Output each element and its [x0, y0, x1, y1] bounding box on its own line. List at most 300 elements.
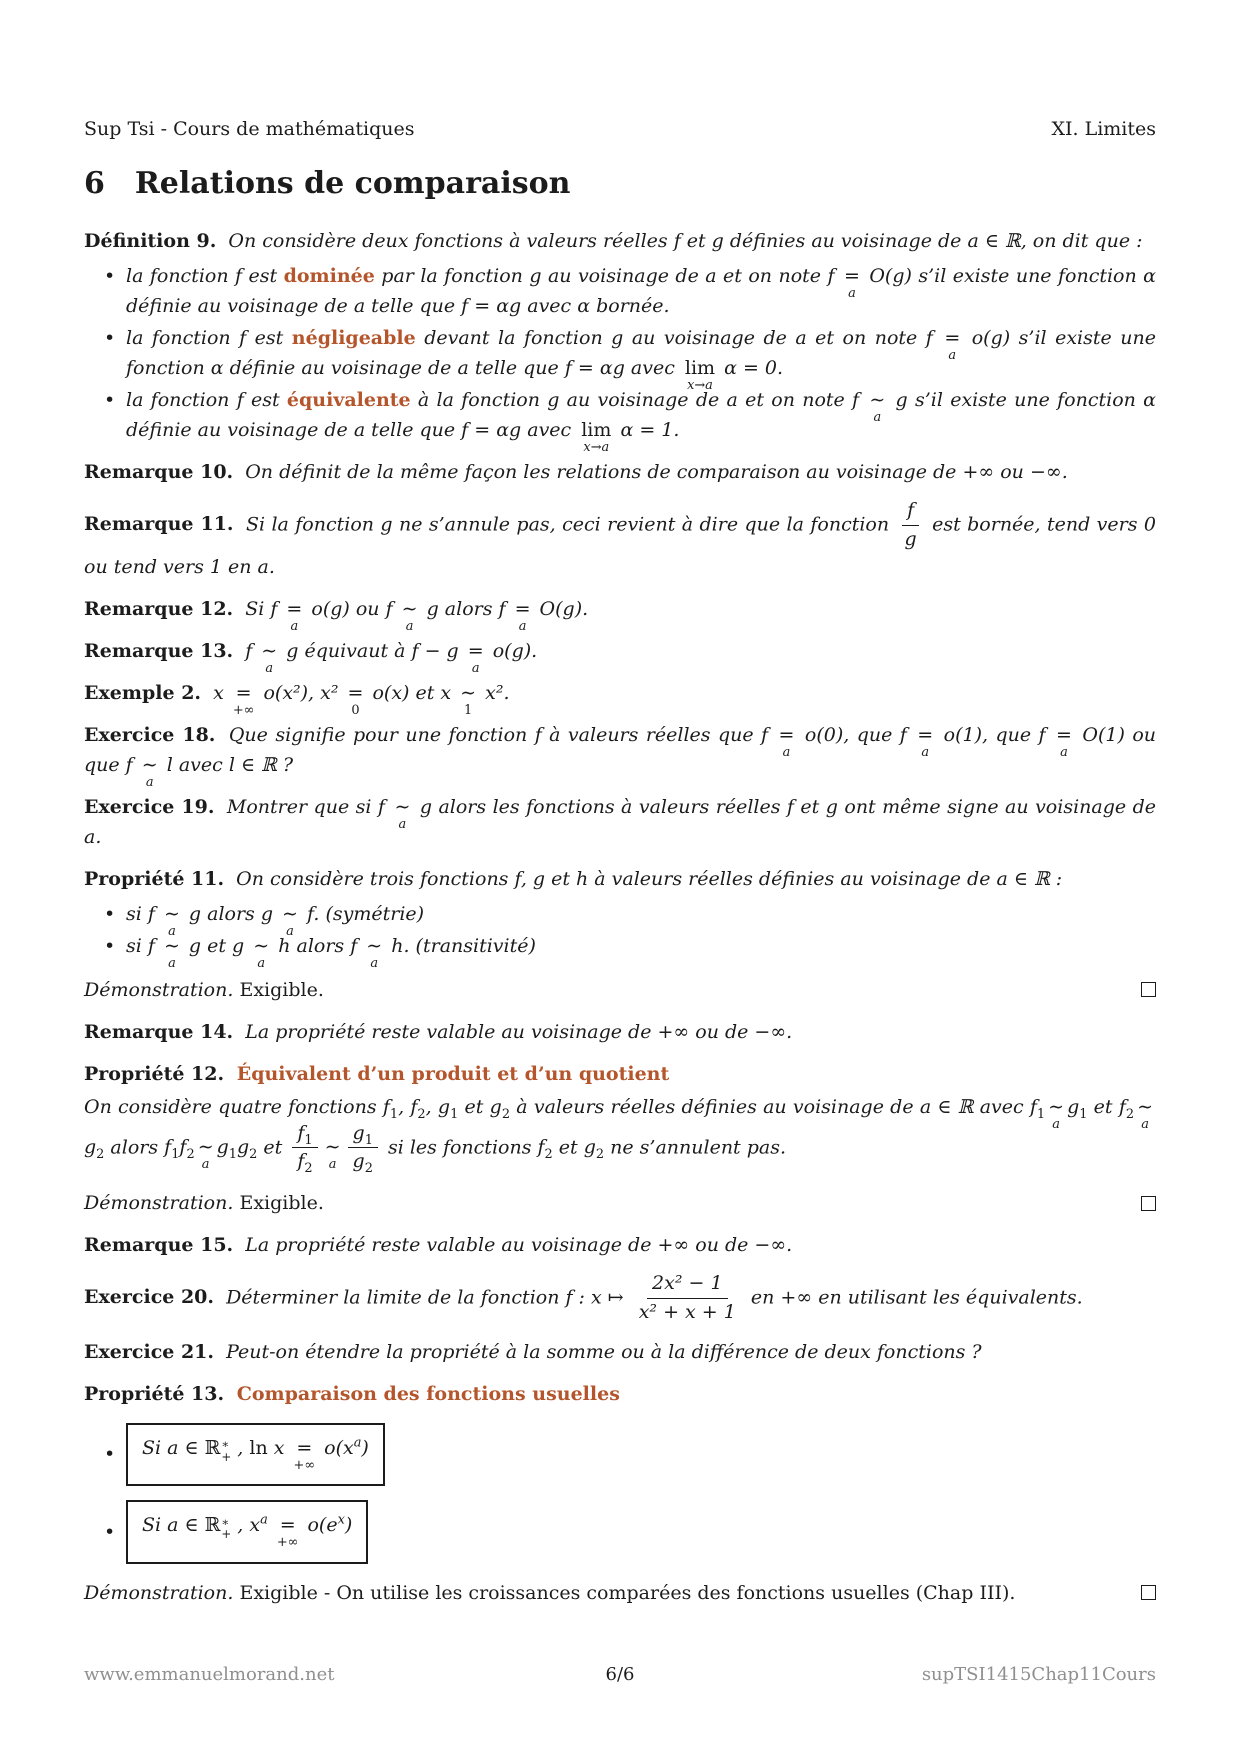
text-run: x — [267, 1436, 291, 1459]
footer-website: www.emmanuelmorand.net — [84, 1664, 335, 1685]
relation-subscript: a — [848, 286, 856, 301]
text-run: Si f — [239, 597, 284, 620]
text-run: Déterminer la limite de la fonction f : x ↦ — [220, 1286, 630, 1309]
text-run: , — [425, 1095, 438, 1118]
index: 2 — [417, 1106, 426, 1122]
relation-subscript: +∞ — [232, 702, 255, 718]
indexed-symbol: $f_2$ — [297, 1150, 313, 1177]
exponent: a — [260, 1512, 268, 1528]
text-run: et — [257, 1135, 289, 1158]
relation-symbol: ∼ — [253, 934, 270, 957]
bullet-icon: • — [104, 265, 116, 287]
relation-symbol: ∼ — [163, 902, 180, 925]
text-run: ne s’annulent pas. — [604, 1135, 787, 1158]
power-expression: $e^x$ — [326, 1512, 345, 1537]
section-title — [84, 166, 1156, 202]
text-run: Démonstration. — [84, 1581, 234, 1604]
fraction-denominator — [292, 1148, 317, 1177]
relation-symbol: ∼ — [282, 902, 298, 925]
relation-symbol: = — [944, 327, 961, 349]
text-run: Si a ∈ — [142, 1436, 205, 1459]
property-12-body — [84, 1092, 1156, 1175]
relation-subscript: a — [782, 744, 791, 760]
text-run: si les fonctions — [381, 1135, 538, 1158]
text-run: h alors f — [272, 934, 364, 957]
fraction — [634, 1272, 741, 1325]
index: 1 — [364, 1132, 373, 1148]
indexed-symbol: $g_2$ — [237, 1135, 258, 1162]
text-run: o( — [301, 1514, 327, 1537]
index: 2 — [364, 1161, 373, 1177]
bullet-text — [126, 385, 1156, 455]
text-run: Exigible. — [233, 978, 324, 1001]
text-run: x — [207, 681, 230, 704]
text-run: g alors g — [182, 902, 280, 925]
text-run: On considère trois fonctions f, g et h à valeurs réelles définies au voisinage de a ∈ ℝ : — [230, 867, 1063, 890]
indexed-symbol: $g_2$ — [489, 1095, 511, 1122]
header-course: Sup Tsi - Cours de mathématiques — [84, 118, 415, 140]
fraction — [348, 1122, 378, 1175]
relation-symbol: = — [279, 1514, 296, 1537]
text-run: x² + x + 1 — [638, 1300, 736, 1323]
text-run: , — [231, 1436, 250, 1459]
relation-symbol: ∼ — [401, 597, 418, 620]
list-item — [84, 261, 1156, 321]
relation-with-subscript — [293, 1436, 316, 1473]
text-run: par la fonction g au voisinage de a et on note f — [374, 265, 841, 287]
text-run: , — [398, 1095, 411, 1118]
relation-subscript: a — [286, 923, 294, 939]
relation-with-subscript — [460, 681, 477, 718]
relation-symbol: = — [286, 597, 303, 620]
relation-symbol: = — [514, 597, 531, 620]
exponent: x — [337, 1512, 345, 1528]
text-run: ) — [361, 1436, 369, 1459]
remark-13 — [84, 636, 1156, 676]
set-symbol — [204, 1436, 232, 1464]
index: 2 — [1125, 1106, 1135, 1122]
relation-symbol: = — [467, 639, 484, 662]
set-symbol — [204, 1514, 232, 1542]
text-run: si f — [126, 934, 161, 957]
relation-symbol: = — [843, 265, 860, 287]
section-number: 6 — [84, 166, 105, 201]
text-run: la fonction f est — [126, 327, 292, 349]
text-run: g équivaut à f − g — [280, 639, 465, 662]
text-run: g alors f — [420, 597, 512, 620]
indexed-symbol: $f_2$ — [410, 1095, 426, 1122]
relation-with-subscript — [347, 681, 364, 718]
section-heading: Relations de comparaison — [134, 166, 571, 201]
fraction-numerator — [292, 1122, 317, 1149]
relation-with-subscript — [282, 902, 298, 939]
text-run: l avec l ∈ ℝ ? — [160, 753, 294, 776]
property-11-list — [84, 899, 1156, 971]
limit-word: lim — [581, 419, 612, 441]
text-run: g — [904, 527, 917, 550]
relation-symbol: ∼ — [1137, 1095, 1153, 1118]
relation-with-subscript — [232, 681, 255, 718]
relation-subscript: a — [290, 618, 299, 634]
property-13 — [84, 1379, 1156, 1409]
indexed-symbol: $g_2$ — [352, 1150, 373, 1177]
text-run: g s’il existe une fonction α définie au voisinage de a telle que f = αg avec — [126, 389, 1156, 441]
relation-subscript: a — [518, 618, 527, 634]
relation-subscript: a — [873, 410, 882, 425]
text-run: 2x² − 1 — [652, 1272, 723, 1294]
remark-12 — [84, 594, 1156, 634]
relation-with-subscript — [778, 723, 795, 760]
text-run: On considère quatre fonctions — [84, 1095, 383, 1118]
block-label: Remarque 14. — [84, 1020, 234, 1043]
relation-subscript: +∞ — [293, 1457, 316, 1473]
indexed-symbol: $g_1$ — [352, 1121, 373, 1148]
text-run: ) — [344, 1514, 353, 1537]
indexed-symbol: $f_1$ — [382, 1095, 399, 1122]
text-run: o(g) ou f — [305, 597, 399, 620]
index: 1 — [304, 1132, 313, 1148]
text-run: Si a ∈ — [142, 1514, 205, 1537]
text-run: ln — [249, 1436, 268, 1459]
block-label: Propriété 11. — [84, 867, 225, 890]
block-label: Exercice 18. — [84, 723, 216, 746]
list-item — [84, 385, 1156, 455]
relation-subscript: a — [257, 955, 266, 971]
block-label: Propriété 12. — [84, 1062, 225, 1085]
fraction-denominator — [348, 1148, 378, 1177]
set-letter: ℝ — [204, 1436, 221, 1459]
bullet-icon: • — [104, 1521, 116, 1544]
relation-with-subscript — [467, 639, 484, 676]
text-run: o(g) s’il existe une fonction α définie au voisinage de a telle que f = αg avec — [126, 327, 1156, 379]
footer-page-number: 6/6 — [605, 1664, 635, 1685]
indexed-symbol: $g_1$ — [437, 1095, 459, 1122]
relation-symbol: ∼ — [869, 389, 886, 411]
limit-subscript: x→a — [687, 378, 713, 393]
relation-with-subscript — [286, 597, 303, 634]
relation-symbol: ∼ — [163, 934, 180, 957]
set-subscript: + — [221, 1449, 232, 1464]
block-label: Exercice 19. — [84, 795, 215, 818]
text-run: f — [907, 499, 915, 521]
relation-symbol: = — [778, 723, 795, 746]
text-run: et — [458, 1095, 490, 1118]
set-superscript: ∗ — [221, 1514, 230, 1529]
bullet-text — [126, 899, 1156, 939]
text-run: Démonstration. — [84, 978, 234, 1001]
relation-with-subscript — [141, 753, 158, 790]
indexed-symbol: $f_2$ — [179, 1135, 195, 1162]
text-run: Exigible - On utilise les croissances comparées des fonctions usuelles (Chap III). — [233, 1581, 1016, 1604]
text-run: La propriété reste valable au voisinage de +∞ ou de −∞. — [239, 1234, 793, 1256]
bullet-icon: • — [104, 934, 116, 957]
index: 1 — [1079, 1106, 1088, 1122]
index: 2 — [249, 1146, 258, 1162]
list-item — [84, 323, 1156, 393]
relation-subscript: a — [370, 955, 379, 971]
indexed-symbol: $f_1$ — [297, 1121, 313, 1148]
list-item — [84, 931, 1156, 971]
block-label: Exemple 2. — [84, 681, 202, 704]
exercise-21 — [84, 1337, 1156, 1367]
fraction-numerator — [348, 1122, 378, 1149]
block-label: Exercice 21. — [84, 1340, 215, 1363]
relation-with-subscript — [324, 1135, 341, 1172]
exponent: a — [353, 1435, 362, 1451]
relation-subscript: +∞ — [276, 1535, 299, 1551]
text-run: o(g). — [486, 639, 538, 662]
limit-subscript: x→a — [583, 440, 610, 455]
exercise-18 — [84, 720, 1156, 790]
list-item — [84, 899, 1156, 939]
relation-subscript: a — [398, 816, 407, 832]
relation-with-subscript — [869, 389, 886, 425]
relation-subscript: a — [471, 660, 480, 676]
set-superscript: ∗ — [221, 1437, 230, 1452]
relation-symbol: = — [235, 681, 252, 704]
text-run: , — [231, 1514, 250, 1537]
block-label: Remarque 13. — [84, 639, 234, 662]
relation-symbol: = — [1056, 723, 1072, 746]
fraction — [900, 499, 922, 552]
relation-subscript: a — [145, 774, 154, 790]
power-expression: $x^a$ — [343, 1435, 362, 1459]
relation-subscript: a — [168, 923, 176, 939]
relation-symbol: = — [347, 681, 364, 704]
relation-with-subscript — [163, 934, 180, 971]
bullet-icon: • — [104, 389, 116, 411]
qed-square — [1141, 982, 1156, 997]
power-expression: $x^a$ — [249, 1512, 268, 1537]
exercise-19 — [84, 792, 1156, 852]
text-run: Démonstration. — [84, 1192, 234, 1214]
header-chapter: XI. Limites — [1051, 118, 1156, 140]
qed-square — [1141, 1585, 1156, 1600]
relation-symbol: ∼ — [394, 795, 411, 818]
indexed-symbol: $f_2$ — [537, 1135, 553, 1162]
relation-subscript: a — [921, 744, 930, 760]
set-decorations — [221, 1438, 231, 1463]
relation-subscript: a — [328, 1156, 337, 1172]
relation-with-subscript — [1137, 1095, 1153, 1132]
relation-subscript: a — [948, 348, 957, 363]
text-run: La propriété reste valable au voisinage de +∞ ou de −∞. — [239, 1020, 793, 1043]
fraction — [292, 1122, 317, 1175]
relation-subscript: a — [405, 618, 414, 634]
bullet-text — [126, 1423, 385, 1487]
relation-with-subscript — [401, 597, 418, 634]
text-run: à la fonction g au voisinage de a et on note f — [410, 389, 867, 411]
list-item — [84, 1500, 1156, 1564]
relation-symbol: = — [296, 1436, 313, 1459]
proof-property-11 — [84, 975, 1156, 1005]
bullet-icon: • — [104, 902, 116, 925]
relation-with-subscript — [253, 934, 270, 971]
block-label: Exercice 20. — [84, 1286, 215, 1309]
document-content — [84, 226, 1156, 1608]
limit-operator — [684, 357, 716, 393]
block-label: Remarque 10. — [84, 461, 234, 483]
index: 1 — [228, 1146, 237, 1162]
bullet-text — [126, 261, 1156, 321]
relation-with-subscript — [917, 723, 934, 760]
relation-symbol: ∼ — [366, 934, 383, 957]
relation-with-subscript — [366, 934, 383, 971]
proof-text — [84, 1578, 1127, 1608]
highlighted-text: Équivalent d’un produit et d’un quotient — [230, 1062, 670, 1085]
highlighted-text: dominée — [283, 265, 375, 287]
relation-symbol: ∼ — [324, 1135, 341, 1158]
text-run: α = 0. — [718, 357, 784, 379]
indexed-symbol: $g_1$ — [1067, 1095, 1088, 1122]
remark-15 — [84, 1230, 1156, 1260]
relation-with-subscript — [394, 795, 411, 832]
text-run: devant la fonction g au voisinage de a et on note f — [415, 327, 942, 349]
exercise-20 — [84, 1272, 1156, 1325]
definition-9 — [84, 226, 1156, 256]
bullet-text — [126, 931, 1156, 971]
text-run: h. (transitivité) — [385, 934, 536, 957]
text-run: Montrer que si f — [220, 795, 392, 818]
text-run: O(g). — [533, 597, 589, 620]
block-label: Remarque 12. — [84, 597, 234, 620]
remark-10 — [84, 457, 1156, 487]
relation-symbol: ∼ — [141, 753, 158, 776]
indexed-symbol: $f_2$ — [1118, 1095, 1135, 1122]
relation-subscript: a — [1052, 1116, 1060, 1132]
indexed-symbol: $f_1$ — [1029, 1095, 1046, 1122]
fraction-numerator — [647, 1272, 728, 1299]
text-run: On définit de la même façon les relations de comparaison au voisinage de +∞ ou −∞. — [239, 461, 1068, 483]
highlighted-text: Comparaison des fonctions usuelles — [230, 1382, 620, 1405]
text-run: la fonction f est — [126, 389, 287, 411]
text-run: est bornée, tend vers 0 ou tend vers 1 en a. — [84, 513, 1156, 578]
index: 1 — [171, 1146, 180, 1162]
text-run: o(1), que f — [936, 723, 1054, 746]
highlighted-text: négligeable — [291, 327, 416, 349]
relation-subscript: a — [1141, 1116, 1149, 1132]
bullet-icon: • — [104, 1443, 116, 1466]
text-run: f — [239, 639, 259, 662]
text-run: o(x) et x — [366, 681, 458, 704]
relation-symbol: = — [917, 723, 934, 746]
index: 1 — [1036, 1106, 1046, 1122]
index: 1 — [389, 1106, 399, 1122]
proof-property-13 — [84, 1578, 1156, 1608]
index: 2 — [544, 1146, 553, 1162]
proof-text — [84, 975, 1127, 1005]
block-label: Remarque 15. — [84, 1234, 234, 1256]
text-run: si f — [126, 902, 161, 925]
text-run: o(x²), x² — [257, 681, 345, 704]
text-run: On considère deux fonctions à valeurs réelles f et g définies au voisinage de a ∈ ℝ, on dit que : — [222, 230, 1143, 252]
indexed-symbol: $f_1$ — [164, 1135, 180, 1162]
page-header — [84, 118, 1156, 140]
index: 2 — [501, 1106, 511, 1122]
bullet-text — [126, 323, 1156, 393]
set-letter: ℝ — [204, 1514, 221, 1537]
relation-with-subscript — [1056, 723, 1072, 760]
relation-with-subscript — [944, 327, 961, 363]
relation-subscript: 0 — [351, 702, 360, 718]
proof-text — [84, 1188, 1127, 1218]
definition-9-list — [84, 261, 1156, 455]
index: 2 — [186, 1146, 195, 1162]
text-run — [268, 1514, 274, 1536]
qed-square — [1141, 1196, 1156, 1211]
index: 2 — [304, 1161, 313, 1177]
text-run: o( — [318, 1436, 343, 1459]
text-run: α = 1. — [614, 419, 680, 441]
relation-subscript: a — [265, 660, 274, 676]
text-run: f. (symétrie) — [300, 902, 425, 925]
remark-14 — [84, 1017, 1156, 1047]
relation-symbol: ∼ — [261, 639, 278, 662]
relation-symbol: ∼ — [197, 1135, 214, 1158]
footer-document-id: supTSI1415Chap11Cours — [921, 1664, 1156, 1685]
relation-with-subscript — [197, 1135, 214, 1172]
text-run: g alors les fonctions à valeurs réelles f et g ont même signe au voisinage de a. — [84, 795, 1156, 848]
remark-11 — [84, 499, 1156, 582]
text-run: O(1) ou que f — [84, 723, 1156, 776]
page-footer — [84, 1664, 1156, 1686]
fraction-numerator — [902, 499, 919, 526]
relation-with-subscript — [261, 639, 278, 676]
relation-with-subscript — [1048, 1095, 1065, 1132]
relation-symbol: ∼ — [460, 681, 477, 704]
text-run: et — [1087, 1095, 1119, 1118]
block-label: Remarque 11. — [84, 513, 234, 536]
text-run: la fonction f est — [126, 265, 284, 287]
example-2 — [84, 678, 1156, 718]
text-run: et — [552, 1135, 584, 1158]
set-decorations — [221, 1516, 231, 1541]
bullet-icon: • — [104, 327, 116, 349]
fraction-denominator — [900, 526, 922, 552]
relation-with-subscript — [163, 902, 180, 939]
relation-subscript: 1 — [464, 702, 473, 718]
fraction-denominator — [634, 1299, 741, 1325]
bullet-text — [126, 1500, 368, 1564]
property-13-list — [84, 1423, 1156, 1564]
relation-subscript: a — [201, 1156, 210, 1172]
text-run: x². — [479, 681, 510, 704]
block-label: Propriété 13. — [84, 1382, 225, 1405]
limit-word: lim — [684, 357, 716, 379]
property-11 — [84, 864, 1156, 894]
proof-property-12 — [84, 1188, 1156, 1218]
text-run: o(0), que f — [797, 723, 915, 746]
index: 1 — [450, 1106, 459, 1122]
list-item — [84, 1423, 1156, 1487]
relation-symbol: ∼ — [1048, 1095, 1065, 1118]
index: 2 — [595, 1146, 605, 1162]
block-label: Définition 9. — [84, 230, 217, 252]
indexed-symbol: $g_1$ — [216, 1135, 237, 1162]
text-run: Peut-on étendre la propriété à la somme ou à la différence de deux fonctions ? — [220, 1340, 982, 1363]
text-run: à valeurs réelles définies au voisinage de a ∈ ℝ avec — [510, 1095, 1030, 1118]
property-12 — [84, 1059, 1156, 1089]
text-run: Exigible. — [233, 1192, 324, 1214]
text-run: Que signifie pour une fonction f à valeurs réelles que f — [221, 723, 776, 746]
text-run: g et g — [182, 934, 251, 957]
indexed-symbol: $g_2$ — [84, 1135, 105, 1162]
relation-with-subscript — [514, 597, 531, 634]
indexed-symbol: $g_2$ — [583, 1135, 605, 1162]
set-subscript: + — [221, 1527, 232, 1542]
text-run: Si la fonction g ne s’annule pas, ceci revient à dire que la fonction — [239, 513, 896, 536]
relation-with-subscript — [276, 1514, 299, 1551]
